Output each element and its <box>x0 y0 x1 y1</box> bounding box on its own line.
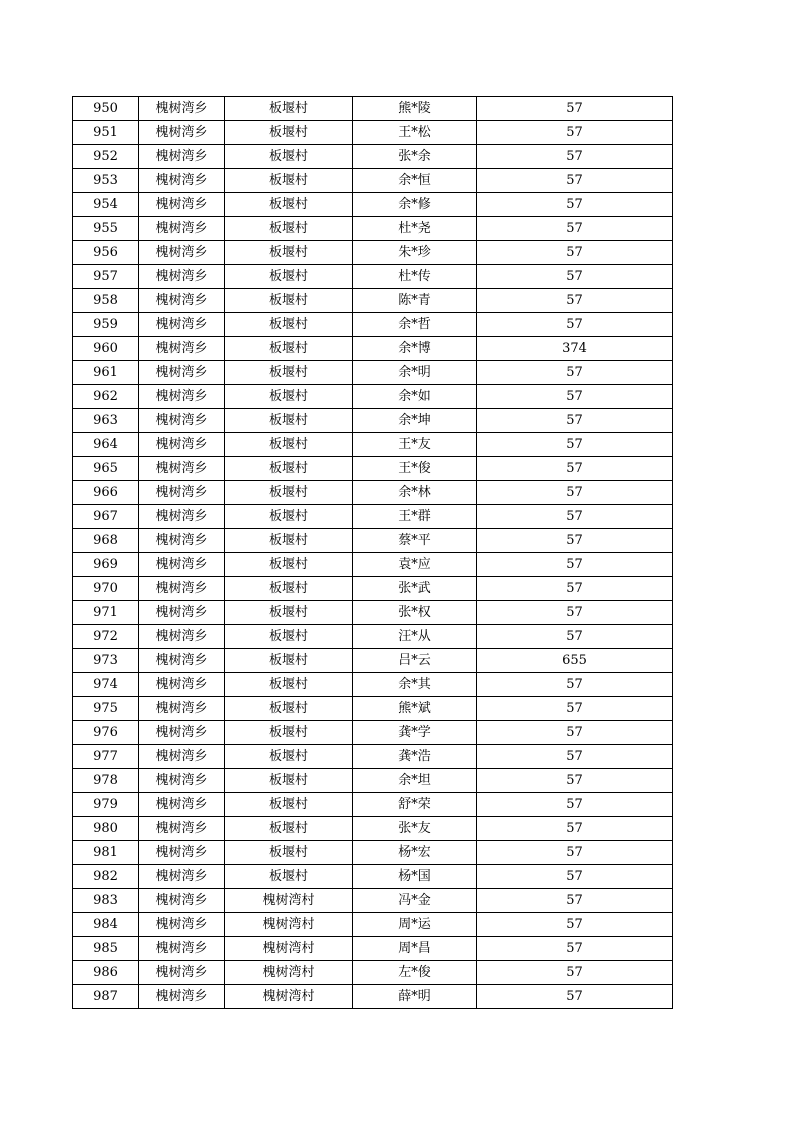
name-cell: 朱*珍 <box>353 241 477 265</box>
name-cell: 余*如 <box>353 385 477 409</box>
table-row <box>73 745 673 769</box>
table-row <box>73 433 673 457</box>
amount-cell: 57 <box>477 721 673 745</box>
row-number-cell: 958 <box>73 289 139 313</box>
name-cell: 杨*宏 <box>353 841 477 865</box>
township-cell: 槐树湾乡 <box>139 409 225 433</box>
amount-cell: 57 <box>477 817 673 841</box>
name-cell: 杨*国 <box>353 865 477 889</box>
amount-cell: 57 <box>477 697 673 721</box>
row-number-cell: 967 <box>73 505 139 529</box>
township-cell: 槐树湾乡 <box>139 337 225 361</box>
name-cell: 余*其 <box>353 673 477 697</box>
amount-cell: 57 <box>477 625 673 649</box>
township-cell: 槐树湾乡 <box>139 505 225 529</box>
row-number-cell: 966 <box>73 481 139 505</box>
village-cell: 板堰村 <box>225 97 353 121</box>
table-row <box>73 601 673 625</box>
table-row <box>73 577 673 601</box>
table-row <box>73 889 673 913</box>
township-cell: 槐树湾乡 <box>139 265 225 289</box>
name-cell: 杜*传 <box>353 265 477 289</box>
amount-cell: 57 <box>477 313 673 337</box>
amount-cell: 57 <box>477 529 673 553</box>
village-cell: 板堰村 <box>225 481 353 505</box>
village-cell: 板堰村 <box>225 361 353 385</box>
row-number-cell: 950 <box>73 97 139 121</box>
village-cell: 板堰村 <box>225 265 353 289</box>
township-cell: 槐树湾乡 <box>139 385 225 409</box>
amount-cell: 57 <box>477 361 673 385</box>
township-cell: 槐树湾乡 <box>139 697 225 721</box>
township-cell: 槐树湾乡 <box>139 937 225 961</box>
amount-cell: 57 <box>477 265 673 289</box>
village-cell: 板堰村 <box>225 865 353 889</box>
village-cell: 板堰村 <box>225 217 353 241</box>
row-number-cell: 970 <box>73 577 139 601</box>
name-cell: 余*恒 <box>353 169 477 193</box>
township-cell: 槐树湾乡 <box>139 841 225 865</box>
table-row <box>73 553 673 577</box>
table-row <box>73 289 673 313</box>
row-number-cell: 984 <box>73 913 139 937</box>
table-row <box>73 721 673 745</box>
name-cell: 余*坤 <box>353 409 477 433</box>
name-cell: 张*权 <box>353 601 477 625</box>
table-row <box>73 505 673 529</box>
table-row <box>73 121 673 145</box>
amount-cell: 57 <box>477 385 673 409</box>
name-cell: 周*昌 <box>353 937 477 961</box>
row-number-cell: 953 <box>73 169 139 193</box>
amount-cell: 57 <box>477 145 673 169</box>
township-cell: 槐树湾乡 <box>139 985 225 1009</box>
row-number-cell: 979 <box>73 793 139 817</box>
name-cell: 余*博 <box>353 337 477 361</box>
row-number-cell: 952 <box>73 145 139 169</box>
name-cell: 王*友 <box>353 433 477 457</box>
table-row <box>73 697 673 721</box>
table-row <box>73 217 673 241</box>
name-cell: 余*修 <box>353 193 477 217</box>
name-cell: 张*友 <box>353 817 477 841</box>
table-row <box>73 865 673 889</box>
village-cell: 板堰村 <box>225 337 353 361</box>
row-number-cell: 972 <box>73 625 139 649</box>
name-cell: 汪*从 <box>353 625 477 649</box>
subsidy-table <box>72 96 673 1009</box>
village-cell: 板堰村 <box>225 529 353 553</box>
village-cell: 槐树湾村 <box>225 913 353 937</box>
village-cell: 板堰村 <box>225 313 353 337</box>
village-cell: 板堰村 <box>225 601 353 625</box>
table-row <box>73 841 673 865</box>
row-number-cell: 965 <box>73 457 139 481</box>
village-cell: 板堰村 <box>225 121 353 145</box>
township-cell: 槐树湾乡 <box>139 649 225 673</box>
name-cell: 王*群 <box>353 505 477 529</box>
row-number-cell: 960 <box>73 337 139 361</box>
village-cell: 板堰村 <box>225 241 353 265</box>
amount-cell: 57 <box>477 961 673 985</box>
village-cell: 板堰村 <box>225 673 353 697</box>
row-number-cell: 963 <box>73 409 139 433</box>
amount-cell: 57 <box>477 121 673 145</box>
name-cell: 王*松 <box>353 121 477 145</box>
township-cell: 槐树湾乡 <box>139 745 225 769</box>
row-number-cell: 982 <box>73 865 139 889</box>
township-cell: 槐树湾乡 <box>139 289 225 313</box>
amount-cell: 57 <box>477 793 673 817</box>
village-cell: 槐树湾村 <box>225 985 353 1009</box>
row-number-cell: 955 <box>73 217 139 241</box>
table-row <box>73 145 673 169</box>
name-cell: 蔡*平 <box>353 529 477 553</box>
amount-cell: 57 <box>477 841 673 865</box>
name-cell: 张*余 <box>353 145 477 169</box>
township-cell: 槐树湾乡 <box>139 433 225 457</box>
village-cell: 板堰村 <box>225 505 353 529</box>
table-row <box>73 649 673 673</box>
table-row <box>73 337 673 361</box>
village-cell: 板堰村 <box>225 145 353 169</box>
amount-cell: 57 <box>477 433 673 457</box>
village-cell: 板堰村 <box>225 769 353 793</box>
village-cell: 板堰村 <box>225 697 353 721</box>
township-cell: 槐树湾乡 <box>139 769 225 793</box>
village-cell: 板堰村 <box>225 577 353 601</box>
amount-cell: 57 <box>477 577 673 601</box>
township-cell: 槐树湾乡 <box>139 553 225 577</box>
table-row <box>73 385 673 409</box>
name-cell: 周*运 <box>353 913 477 937</box>
township-cell: 槐树湾乡 <box>139 817 225 841</box>
table-row <box>73 193 673 217</box>
amount-cell: 57 <box>477 193 673 217</box>
township-cell: 槐树湾乡 <box>139 481 225 505</box>
village-cell: 板堰村 <box>225 289 353 313</box>
table-row <box>73 625 673 649</box>
table-row <box>73 985 673 1009</box>
amount-cell: 57 <box>477 889 673 913</box>
name-cell: 余*明 <box>353 361 477 385</box>
row-number-cell: 987 <box>73 985 139 1009</box>
table-row <box>73 481 673 505</box>
table-row <box>73 769 673 793</box>
name-cell: 薛*明 <box>353 985 477 1009</box>
village-cell: 板堰村 <box>225 433 353 457</box>
amount-cell: 57 <box>477 217 673 241</box>
amount-cell: 57 <box>477 481 673 505</box>
row-number-cell: 975 <box>73 697 139 721</box>
row-number-cell: 973 <box>73 649 139 673</box>
name-cell: 余*林 <box>353 481 477 505</box>
table-row <box>73 457 673 481</box>
village-cell: 板堰村 <box>225 793 353 817</box>
name-cell: 熊*陵 <box>353 97 477 121</box>
township-cell: 槐树湾乡 <box>139 97 225 121</box>
row-number-cell: 976 <box>73 721 139 745</box>
village-cell: 板堰村 <box>225 457 353 481</box>
name-cell: 龚*学 <box>353 721 477 745</box>
name-cell: 袁*应 <box>353 553 477 577</box>
row-number-cell: 959 <box>73 313 139 337</box>
township-cell: 槐树湾乡 <box>139 673 225 697</box>
row-number-cell: 986 <box>73 961 139 985</box>
township-cell: 槐树湾乡 <box>139 913 225 937</box>
amount-cell: 57 <box>477 289 673 313</box>
township-cell: 槐树湾乡 <box>139 865 225 889</box>
row-number-cell: 964 <box>73 433 139 457</box>
township-cell: 槐树湾乡 <box>139 169 225 193</box>
village-cell: 槐树湾村 <box>225 889 353 913</box>
row-number-cell: 980 <box>73 817 139 841</box>
amount-cell: 57 <box>477 985 673 1009</box>
table-row <box>73 97 673 121</box>
table-row <box>73 409 673 433</box>
row-number-cell: 985 <box>73 937 139 961</box>
name-cell: 杜*尧 <box>353 217 477 241</box>
amount-cell: 57 <box>477 937 673 961</box>
township-cell: 槐树湾乡 <box>139 793 225 817</box>
amount-cell: 57 <box>477 673 673 697</box>
village-cell: 板堰村 <box>225 553 353 577</box>
amount-cell: 57 <box>477 457 673 481</box>
row-number-cell: 961 <box>73 361 139 385</box>
row-number-cell: 954 <box>73 193 139 217</box>
name-cell: 龚*浩 <box>353 745 477 769</box>
township-cell: 槐树湾乡 <box>139 193 225 217</box>
village-cell: 板堰村 <box>225 409 353 433</box>
village-cell: 槐树湾村 <box>225 961 353 985</box>
amount-cell: 57 <box>477 97 673 121</box>
amount-cell: 57 <box>477 553 673 577</box>
name-cell: 余*坦 <box>353 769 477 793</box>
amount-cell: 655 <box>477 649 673 673</box>
table-row <box>73 817 673 841</box>
name-cell: 余*哲 <box>353 313 477 337</box>
village-cell: 板堰村 <box>225 841 353 865</box>
row-number-cell: 957 <box>73 265 139 289</box>
name-cell: 吕*云 <box>353 649 477 673</box>
village-cell: 板堰村 <box>225 721 353 745</box>
village-cell: 板堰村 <box>225 745 353 769</box>
row-number-cell: 962 <box>73 385 139 409</box>
township-cell: 槐树湾乡 <box>139 361 225 385</box>
row-number-cell: 978 <box>73 769 139 793</box>
township-cell: 槐树湾乡 <box>139 889 225 913</box>
row-number-cell: 971 <box>73 601 139 625</box>
amount-cell: 57 <box>477 865 673 889</box>
township-cell: 槐树湾乡 <box>139 625 225 649</box>
township-cell: 槐树湾乡 <box>139 241 225 265</box>
table-row <box>73 361 673 385</box>
row-number-cell: 983 <box>73 889 139 913</box>
name-cell: 舒*荣 <box>353 793 477 817</box>
township-cell: 槐树湾乡 <box>139 577 225 601</box>
village-cell: 槐树湾村 <box>225 937 353 961</box>
name-cell: 熊*斌 <box>353 697 477 721</box>
township-cell: 槐树湾乡 <box>139 601 225 625</box>
row-number-cell: 969 <box>73 553 139 577</box>
table-row <box>73 265 673 289</box>
village-cell: 板堰村 <box>225 817 353 841</box>
table-row <box>73 793 673 817</box>
table-row <box>73 529 673 553</box>
table-row <box>73 673 673 697</box>
row-number-cell: 956 <box>73 241 139 265</box>
township-cell: 槐树湾乡 <box>139 313 225 337</box>
name-cell: 张*武 <box>353 577 477 601</box>
amount-cell: 57 <box>477 769 673 793</box>
township-cell: 槐树湾乡 <box>139 145 225 169</box>
amount-cell: 57 <box>477 913 673 937</box>
table-body <box>73 97 673 1009</box>
name-cell: 冯*金 <box>353 889 477 913</box>
row-number-cell: 968 <box>73 529 139 553</box>
name-cell: 王*俊 <box>353 457 477 481</box>
amount-cell: 57 <box>477 241 673 265</box>
township-cell: 槐树湾乡 <box>139 457 225 481</box>
table-row <box>73 241 673 265</box>
amount-cell: 57 <box>477 169 673 193</box>
township-cell: 槐树湾乡 <box>139 721 225 745</box>
amount-cell: 57 <box>477 505 673 529</box>
village-cell: 板堰村 <box>225 625 353 649</box>
amount-cell: 57 <box>477 745 673 769</box>
row-number-cell: 974 <box>73 673 139 697</box>
table-row <box>73 937 673 961</box>
table-row <box>73 313 673 337</box>
name-cell: 陈*青 <box>353 289 477 313</box>
name-cell: 左*俊 <box>353 961 477 985</box>
amount-cell: 57 <box>477 409 673 433</box>
township-cell: 槐树湾乡 <box>139 121 225 145</box>
row-number-cell: 977 <box>73 745 139 769</box>
township-cell: 槐树湾乡 <box>139 529 225 553</box>
table-row <box>73 913 673 937</box>
table-row <box>73 169 673 193</box>
village-cell: 板堰村 <box>225 169 353 193</box>
township-cell: 槐树湾乡 <box>139 961 225 985</box>
village-cell: 板堰村 <box>225 385 353 409</box>
row-number-cell: 981 <box>73 841 139 865</box>
table-row <box>73 961 673 985</box>
amount-cell: 57 <box>477 601 673 625</box>
row-number-cell: 951 <box>73 121 139 145</box>
township-cell: 槐树湾乡 <box>139 217 225 241</box>
village-cell: 板堰村 <box>225 649 353 673</box>
amount-cell: 374 <box>477 337 673 361</box>
village-cell: 板堰村 <box>225 193 353 217</box>
